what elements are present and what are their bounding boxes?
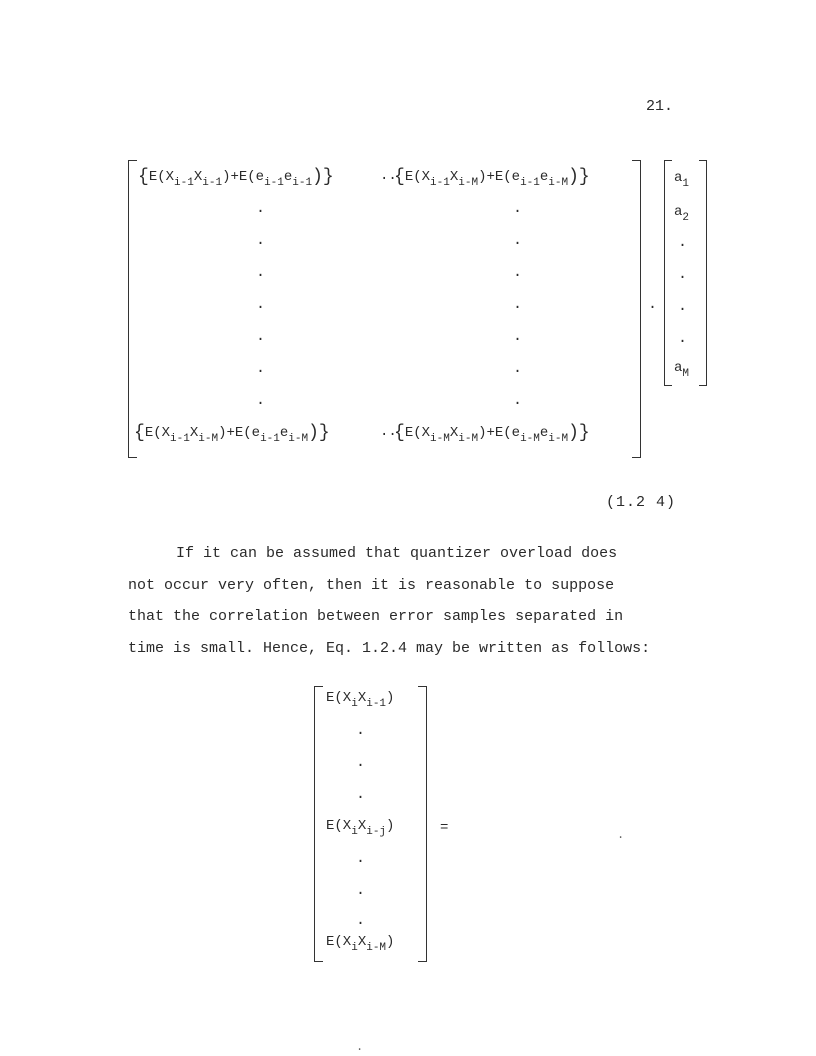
coef-left-bracket bbox=[664, 160, 672, 386]
vertical-dot: . bbox=[356, 722, 366, 739]
paragraph-line: not occur very often, then it is reasonable to suppose bbox=[128, 576, 615, 594]
vertical-dot: . bbox=[513, 392, 523, 409]
matrix-right-bracket bbox=[632, 160, 641, 458]
vertical-dot: . bbox=[513, 200, 523, 217]
vertical-dot: . bbox=[513, 328, 523, 345]
equation-number: (1.2 4) bbox=[606, 494, 677, 511]
vertical-dot: . bbox=[356, 850, 366, 867]
vertical-dot: . bbox=[356, 912, 366, 929]
vertical-dot: . bbox=[678, 234, 688, 251]
vertical-dot: . bbox=[513, 264, 523, 281]
equals-sign: = bbox=[440, 820, 449, 836]
multiply-dot: . bbox=[648, 296, 658, 313]
vertical-dot: . bbox=[513, 232, 523, 249]
row-ellipsis: .. bbox=[380, 168, 397, 184]
matrix-entry-m-1: $\{E(X_{i-1}X_{i-M})+E(e_{i-1}e_{i-M})\}$ bbox=[134, 423, 330, 445]
coef-right-bracket bbox=[699, 160, 707, 386]
row-ellipsis: .. bbox=[380, 424, 397, 440]
coef-a2: $a_2$ bbox=[674, 204, 690, 224]
vector-left-bracket bbox=[314, 686, 323, 962]
paragraph-line: that the correlation between error samples separated in bbox=[128, 608, 624, 625]
body-paragraph bbox=[128, 538, 650, 664]
vertical-dot: . bbox=[513, 360, 523, 377]
page-number: 21. bbox=[646, 98, 674, 115]
vector-entry-top: $E(X_iX_{i-1})$ bbox=[326, 690, 395, 710]
matrix-entry-1-1: $\{E(X_{i-1}X_{i-1})+E(e_{i-1}e_{i-1})\}$ bbox=[138, 167, 334, 189]
vertical-dot: . bbox=[678, 298, 688, 315]
vertical-dot: . bbox=[256, 296, 266, 313]
vector-entry-middle: $E(X_iX_{i-j})$ bbox=[326, 818, 395, 838]
scan-speck: . bbox=[356, 1040, 364, 1054]
matrix-entry-m-m: $\{E(X_{i-M}X_{i-M})+E(e_{i-M}e_{i-M})\}$ bbox=[394, 423, 590, 445]
vertical-dot: . bbox=[256, 360, 266, 377]
vector-entry-bottom: $E(X_iX_{i-M})$ bbox=[326, 934, 395, 954]
vertical-dot: . bbox=[256, 232, 266, 249]
vertical-dot: . bbox=[513, 296, 523, 313]
vertical-dot: . bbox=[356, 754, 366, 771]
coef-a1: $a_1$ bbox=[674, 170, 690, 190]
vertical-dot: . bbox=[356, 786, 366, 803]
vertical-dot: . bbox=[256, 392, 266, 409]
paragraph-line: If it can be assumed that quantizer overload does bbox=[176, 545, 618, 562]
scan-speck: . bbox=[617, 828, 625, 842]
vector-right-bracket bbox=[418, 686, 427, 962]
vertical-dot: . bbox=[356, 882, 366, 899]
matrix-entry-1-m: $\{E(X_{i-1}X_{i-M})+E(e_{i-1}e_{i-M})\}$ bbox=[394, 167, 590, 189]
vertical-dot: . bbox=[256, 200, 266, 217]
vertical-dot: . bbox=[678, 330, 688, 347]
vertical-dot: . bbox=[256, 264, 266, 281]
vertical-dot: . bbox=[256, 328, 266, 345]
matrix-left-bracket bbox=[128, 160, 137, 458]
coef-aM: $a_M$ bbox=[674, 360, 690, 380]
paragraph-line: time is small. Hence, Eq. 1.2.4 may be written as follows: bbox=[128, 639, 651, 657]
vertical-dot: . bbox=[678, 266, 688, 283]
